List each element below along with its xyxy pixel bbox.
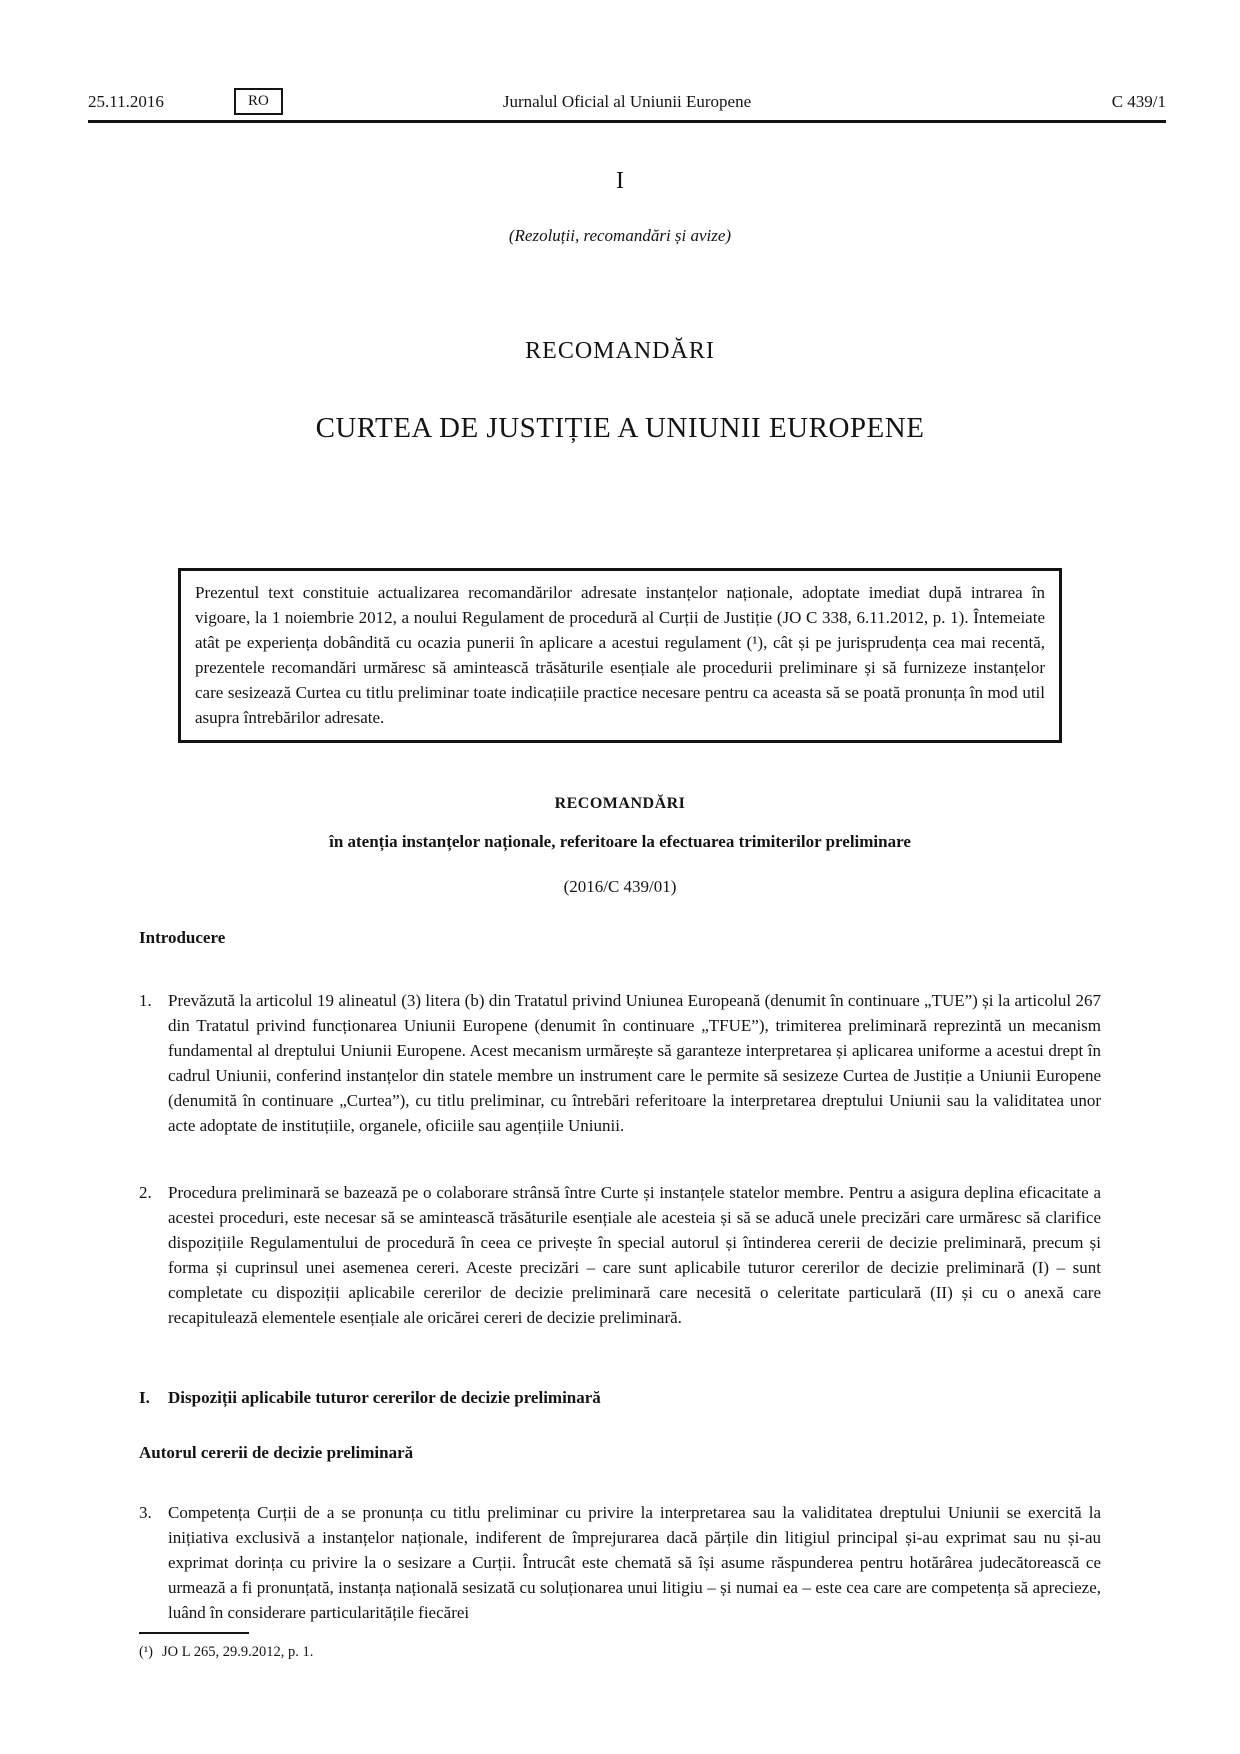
section-i-label: Dispoziții aplicabile tuturor cererilor de decizie preliminară [168,1388,601,1407]
subsection-heading: Autorul cererii de decizie preliminară [139,1443,414,1462]
recommendation-heading: RECOMANDĂRI [554,795,686,812]
publication-date: 25.11.2016 [88,92,164,111]
section-subtitle: (Rezoluții, recomandări și avize) [508,226,732,245]
footnote [139,1644,313,1661]
section-numeral: I [616,168,624,194]
paragraph-3-number: 3. [139,1503,152,1522]
paragraph-2-text: Procedura preliminară se bazează pe o colaborare strânsă între Curte și instanțele statelor membre. Pentru a asigura deplina eficacitate a acestei proceduri, este necesar să se amintească trăsăturile esențiale ale acesteia și să se aducă unele precizări care urmăresc să clarifice dispozițiile Regulamentului de procedură în ceea ce privește în special autorul și întinderea cererii de decizie preliminară, precum și forma și cuprinsul unei asemenea cereri. Aceste precizări – care sunt aplicabile tuturor cererilor de decizie preliminară (I) – sunt completate cu dispoziții aplicabile cererilor de decizie preliminară care necesită o celeritate particulară (II) și cu o anexă care recapitulează elementele esențiale ale oricărei cereri de decizie preliminară. [168,1183,1101,1327]
paragraph-1-number: 1. [139,991,152,1010]
paragraph-2-number: 2. [139,1183,152,1202]
paragraph-3-text: Competența Curții de a se pronunța cu titlu preliminar cu privire la interpretarea sau la validitatea dreptului Uniunii se exercită la inițiativa exclusivă a instanțelor naționale, indiferent de împrejurarea dacă părțile din litigiul principal și-au exprimat sau nu și-au exprimat dorința cu privire la o sesizare a Curții. Întrucât este chemată să își asume răspunderea pentru hotărârea judecătorească ce urmează a fi pronunțată, instanța națională sesizată cu soluționarea unui litigiu – și numai ea – este cea care are competența să aprecieze, luând în considerare particularitățile fiecărei [168,1503,1101,1622]
page-reference: C 439/1 [1111,92,1166,111]
header-rule [88,120,1166,123]
paragraph-2 [139,1180,1101,1330]
paragraph-3 [139,1500,1101,1625]
document-reference: (2016/C 439/01) [563,877,677,896]
paragraph-1 [139,988,1101,1138]
footnote-rule [139,1632,249,1634]
journal-title: Jurnalul Oficial al Uniunii Europene [502,92,752,111]
paragraph-1-text: Prevăzută la articolul 19 alineatul (3) litera (b) din Tratatul privind Uniunea Europeană (denumit în continuare „TUE”) și la articolul 267 din Tratatul privind funcționarea Uniunii Europene (denumit în continuare „TFUE”), trimiterea preliminară reprezintă un mecanism fundamental al dreptului Uniunii Europene. Acest mecanism urmărește să garanteze interpretarea și aplicarea uniforme a acestui drept în cadrul Uniunii, conferind instanțelor din statele membre un instrument care le permite să sesizeze Curtea de Justiție a Uniunii Europene (denumită în continuare „Curtea”), cu titlu preliminar, cu întrebări referitoare la interpretarea dreptului Uniunii sau la validitatea unor acte adoptate de instituțiile, organele, oficiile sau agențiile Uniunii. [168,991,1101,1135]
footnote-marker: (¹) [139,1644,154,1660]
category-heading: RECOMANDĂRI [525,338,715,364]
footnote-text: JO L 265, 29.9.2012, p. 1. [162,1644,314,1660]
notice-box [178,568,1062,743]
section-i-heading [139,1388,1101,1408]
language-code-box: RO [234,88,283,115]
page-header [88,88,1166,118]
intro-heading: Introducere [139,928,226,947]
notice-box-text: Prezentul text constituie actualizarea recomandărilor adresate instanțelor naționale, adoptate imediat după intrarea în vigoare, la 1 noiembrie 2012, a noului Regulament de procedură al Curții de Justiție (JO C 338, 6.11.2012, p. 1). Întemeiate atât pe experiența dobândită cu ocazia punerii în aplicare a acestui regulament (¹), cât și pe jurisprudența cea mai recentă, prezentele recomandări urmăresc să amintească trăsăturile esențiale ale procedurii preliminare și să furnizeze instanțelor care sesizează Curtea cu titlu preliminar toate indicațiile practice necesare pentru ca aceasta să se poată pronunța în mod util asupra întrebărilor adresate. [195,583,1045,727]
section-i-numeral: I. [139,1388,150,1407]
main-title: CURTEA DE JUSTIȚIE A UNIUNII EUROPENE [315,412,925,444]
recommendation-subheading: în atenția instanțelor naționale, referitoare la efectuarea trimiterilor preliminare [329,832,911,851]
